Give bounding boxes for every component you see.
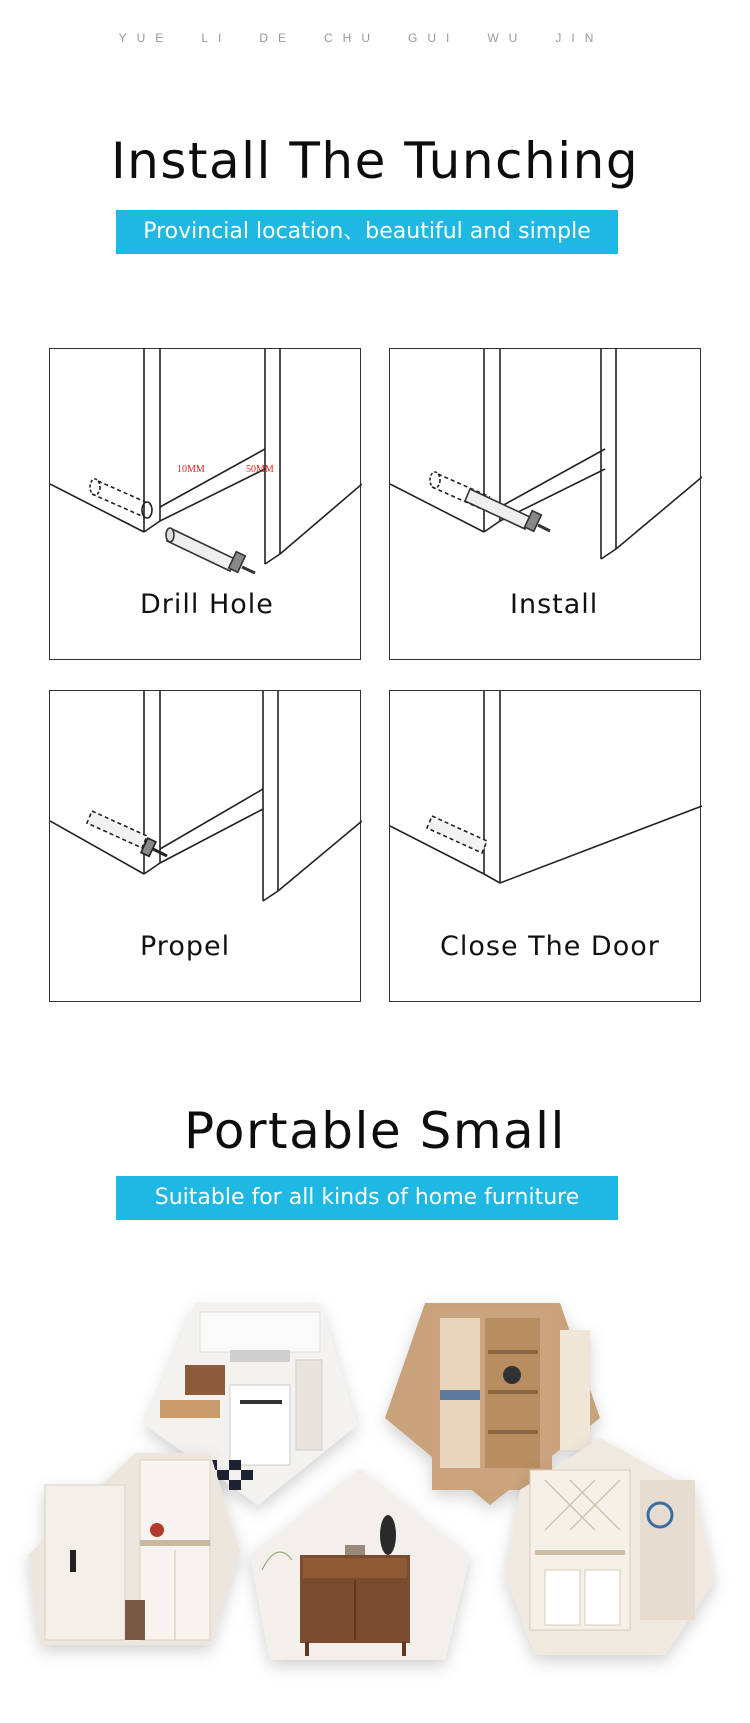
buffer-part [465, 489, 550, 531]
brand-letter: YUE [118, 31, 174, 45]
dimension-label-50mm: 50MM [246, 464, 274, 475]
step-label: Drill Hole [140, 589, 274, 620]
section-subtitle-install: Provincial location、beautiful and simple [116, 210, 618, 254]
brand-letter: GUI [408, 31, 460, 45]
dimension-label-10mm: 10MM [177, 464, 205, 475]
section-subtitle-portable: Suitable for all kinds of home furniture [116, 1176, 618, 1220]
buffer-part [166, 528, 255, 573]
step-label: Close The Door [440, 931, 660, 962]
brand-letter: JIN [555, 31, 604, 45]
step-label: Install [510, 589, 599, 620]
brand-letter: WU [487, 31, 528, 45]
step-label: Propel [140, 931, 231, 962]
furniture-collage [0, 1290, 750, 1723]
wine-shelf-photo [505, 1438, 715, 1655]
brand-letter: DE [259, 31, 297, 45]
step-panel-drill-hole [49, 348, 361, 660]
section-title-install: Install The Tunching [110, 132, 640, 190]
hallway-cabinet-photo [28, 1453, 240, 1645]
brand-header [0, 31, 750, 45]
sideboard-photo [250, 1468, 470, 1660]
step-panel-propel [49, 690, 361, 1002]
step-panel-install [389, 348, 701, 660]
brand-letter: LI [201, 31, 232, 45]
step-panel-close-door [389, 690, 701, 1002]
section-title-portable: Portable Small [184, 1102, 566, 1160]
brand-letter: CHU [324, 31, 381, 45]
